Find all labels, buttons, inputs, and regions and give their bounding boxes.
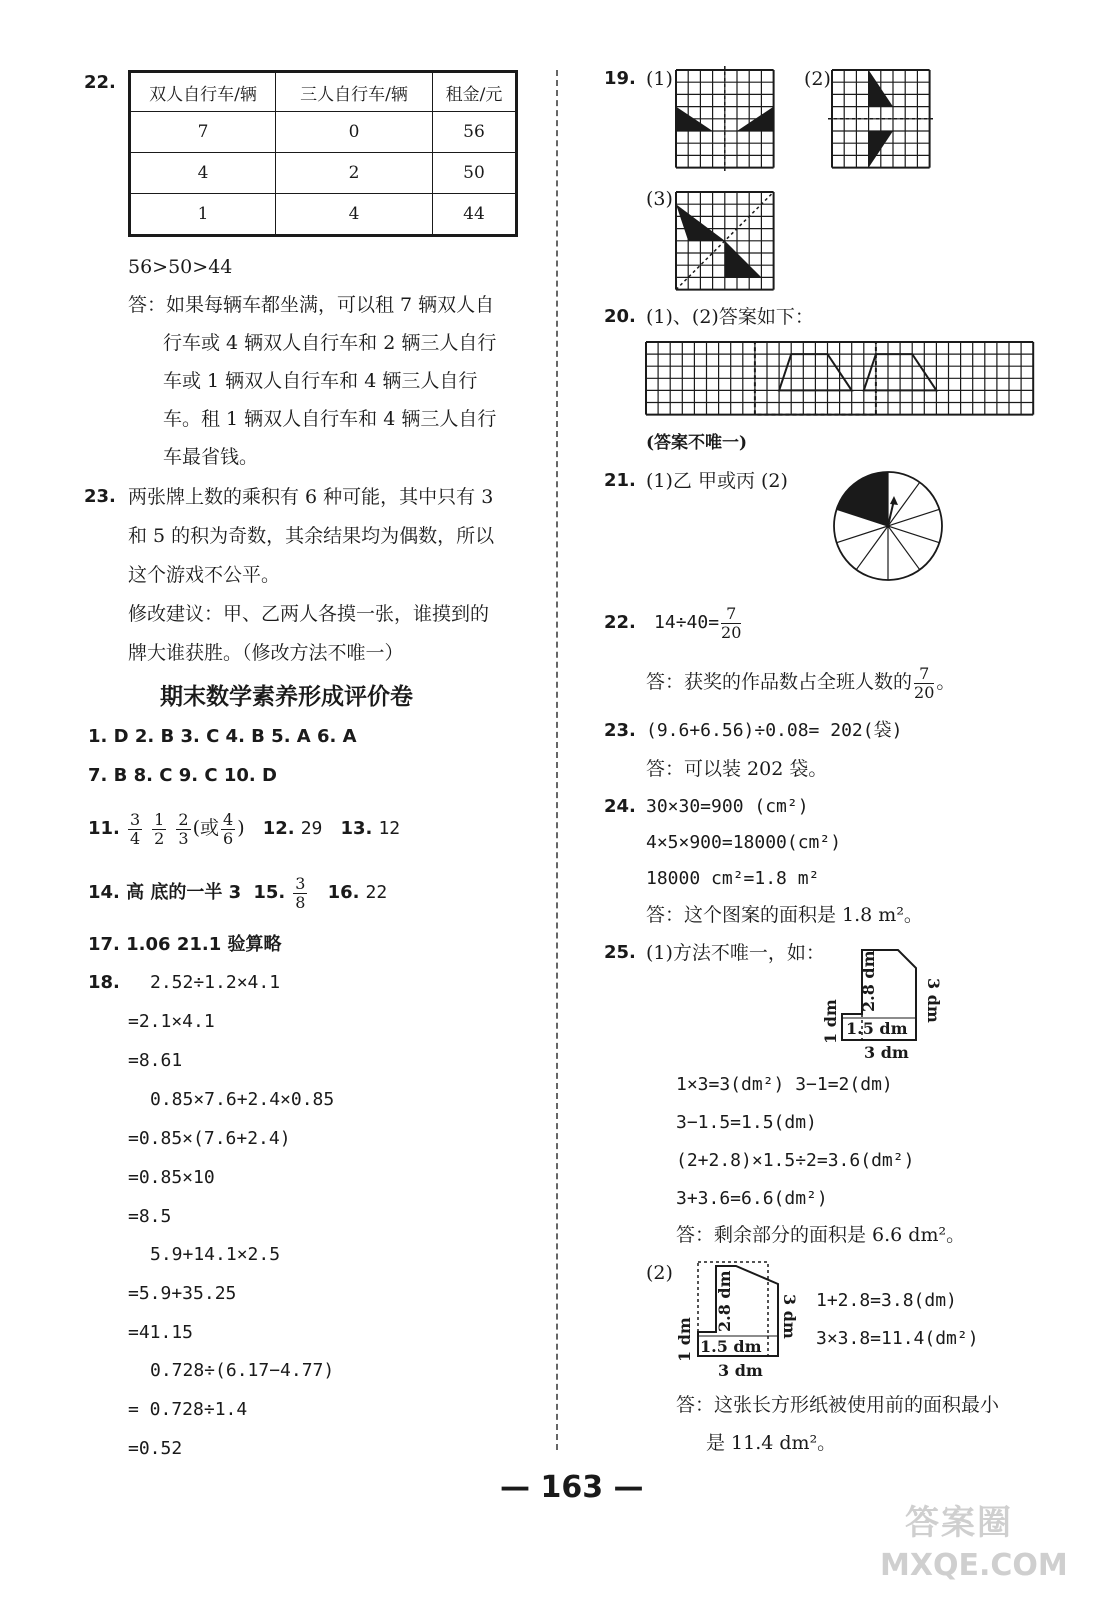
mc-answers-2: 7. B 8. C 9. C 10. D	[88, 765, 277, 786]
table-cell: 7	[130, 112, 276, 153]
q24-line: 4×5×900=18000(cm²)	[646, 832, 842, 853]
q19-part-1: (1)	[646, 68, 673, 90]
q13-number: 13.	[340, 818, 373, 839]
q23-line: 修改建议：甲、乙两人各摸一张，谁摸到的	[128, 603, 490, 625]
q17-row: 17. 1.06 21.1 验算略	[88, 934, 282, 955]
q23-line: 两张牌上数的乘积有 6 种可能，其中只有 3	[128, 486, 494, 508]
grid-figure-4	[646, 342, 1034, 414]
q24-line: 18000 cm²=1.8 m²	[646, 868, 820, 889]
calc-line: 0.85×7.6+2.4×0.85	[150, 1089, 335, 1110]
calc-line: 5.9+14.1×2.5	[150, 1244, 281, 1265]
table-cell: 0	[276, 112, 433, 153]
table-header: 三人自行车/辆	[276, 72, 433, 112]
mc-answers-1: 1. D 2. B 3. C 4. B 5. A 6. A	[88, 726, 357, 747]
table-cell: 2	[276, 153, 433, 194]
q23-line: 牌大谁获胜。（修改方法不唯一）	[128, 642, 404, 664]
q11-row: 11. $\frac{3}{4}$ $\frac{1}{2}$ $\frac{2}{3}$ (或 $\frac{4}{6}$ ) 12. 29 13. 12	[88, 809, 401, 848]
fraction: $\frac{3}{4}$	[129, 809, 141, 848]
fig1-label-3r: 3 dm	[924, 978, 943, 1023]
calc-line: = 0.728÷1.4	[128, 1399, 248, 1420]
spinner-wheel	[832, 470, 944, 582]
q22r-answer: 答：获奖的作品数占全班人数的 $\frac{7}{20}$ 。	[646, 663, 956, 702]
q25-line: (2+2.8)×1.5÷2=3.6(dm²)	[676, 1150, 915, 1171]
table-header: 双人自行车/辆	[130, 72, 276, 112]
table-row	[130, 112, 517, 153]
q23-number: 23.	[84, 486, 116, 507]
table-cell: 4	[276, 194, 433, 236]
fig1-label-3b: 3 dm	[864, 1043, 909, 1062]
table-header: 租金/元	[433, 72, 517, 112]
calc-line: 2.52÷1.2×4.1	[150, 972, 281, 993]
page-number: — 163 —	[500, 1470, 644, 1505]
q18-number: 18.	[88, 972, 120, 993]
q25-answer2: 是 11.4 dm²。	[706, 1432, 837, 1454]
q25-line2: 1+2.8=3.8(dm)	[816, 1290, 957, 1311]
q12-number: 12.	[262, 818, 295, 839]
q23r-number: 23.	[604, 720, 636, 741]
calc-line: =2.1×4.1	[128, 1011, 215, 1032]
calc-line: =8.61	[128, 1050, 183, 1071]
q22-number: 22.	[84, 72, 116, 93]
fig1-label-15: 1.5 dm	[846, 1019, 908, 1038]
calc-line: =5.9+35.25	[128, 1283, 237, 1304]
shaded-triangle	[725, 241, 762, 278]
q25-line: 1×3=3(dm²) 3−1=2(dm)	[676, 1074, 893, 1095]
q22-answer-line: 车。租 1 辆双人自行车和 4 辆三人自行	[163, 408, 497, 430]
q23r-answer: 答：可以装 202 袋。	[646, 758, 828, 780]
q23-line: 这个游戏不公平。	[128, 564, 281, 586]
q20-note: (答案不唯一)	[646, 433, 748, 453]
fig2-label-3r: 3 dm	[780, 1294, 799, 1339]
q25-line2: 3×3.8=11.4(dm²)	[816, 1328, 979, 1349]
q20-number: 20.	[604, 306, 636, 327]
q24-number: 24.	[604, 796, 636, 817]
q23-line: 和 5 的积为奇数，其余结果均为偶数，所以	[128, 525, 495, 547]
fig1-label-1: 1 dm	[821, 999, 840, 1044]
q14-row: 14. 高 底的一半 3 15. $\frac{3}{8}$ 16. 22	[88, 873, 388, 912]
fraction: $\frac{7}{20}$	[721, 603, 742, 642]
q24-line: 30×30=900 (cm²)	[646, 796, 809, 817]
grid-figure-3	[676, 192, 776, 290]
table-cell: 50	[433, 153, 517, 194]
q25-part1: (1)方法不唯一，如：	[646, 942, 825, 964]
table-cell: 4	[130, 153, 276, 194]
fig1-label-28: 2.8 dm	[859, 950, 878, 1012]
q25-line: 3+3.6=6.6(dm²)	[676, 1188, 828, 1209]
q19-number: 19.	[604, 68, 636, 89]
q22-compare: 56>50>44	[128, 256, 233, 278]
table-row	[130, 153, 517, 194]
table-cell: 44	[433, 194, 517, 236]
q23r-expr: (9.6+6.56)÷0.08= 202(袋)	[646, 720, 903, 741]
watermark-url: MXQE.COM	[880, 1548, 1068, 1583]
fraction: $\frac{4}{6}$	[223, 809, 234, 848]
q19-part-2: (2)	[804, 68, 831, 90]
calc-line: =8.5	[128, 1206, 172, 1227]
calc-line: =0.85×10	[128, 1167, 215, 1188]
section-title: 期末数学素养形成评价卷	[160, 684, 413, 710]
q25-part2: (2)	[646, 1262, 673, 1284]
fraction: $\frac{3}{8}$	[295, 873, 306, 912]
fig2-label-1: 1 dm	[675, 1317, 694, 1362]
q11-number: 11.	[88, 818, 120, 839]
q22-answer-line: 答：如果每辆车都坐满，可以租 7 辆双人自	[128, 294, 495, 316]
q21-number: 21.	[604, 470, 636, 491]
watermark-logo: 答案圈	[905, 1503, 1013, 1543]
q22r-row: 22. 14÷40= $\frac{7}{20}$	[604, 603, 742, 642]
calc-line: =0.85×(7.6+2.4)	[128, 1128, 291, 1149]
fraction: $\frac{7}{20}$	[914, 663, 935, 702]
q25-line: 3−1.5=1.5(dm)	[676, 1112, 817, 1133]
q22-answer-line: 车或 1 辆双人自行车和 4 辆三人自行	[163, 370, 478, 392]
grid-figure-2	[832, 70, 932, 168]
table-cell: 56	[433, 112, 517, 153]
calc-line: =41.15	[128, 1322, 194, 1343]
column-divider	[556, 70, 558, 1450]
q25-answer1: 答：剩余部分的面积是 6.6 dm²。	[676, 1224, 966, 1246]
q22-answer-line: 车最省钱。	[163, 446, 259, 468]
fig2-label-28: 2.8 dm	[715, 1270, 734, 1332]
rental-table	[128, 70, 518, 237]
q24-answer: 答：这个图案的面积是 1.8 m²。	[646, 904, 923, 926]
table-row	[130, 194, 517, 236]
fraction: $\frac{2}{3}$	[178, 809, 189, 848]
fraction: $\frac{1}{2}$	[154, 809, 165, 848]
q25-number: 25.	[604, 942, 636, 963]
q21-text: (1)乙 甲或丙 (2)	[646, 470, 788, 492]
fig2-label-15: 1.5 dm	[700, 1337, 762, 1356]
q22-answer-line: 行车或 4 辆双人自行车和 2 辆三人自行	[163, 332, 497, 354]
table-cell: 1	[130, 194, 276, 236]
calc-line: 0.728÷(6.17−4.77)	[150, 1360, 335, 1381]
q25-answer2: 答：这张长方形纸被使用前的面积最小	[676, 1394, 1000, 1416]
fig2-label-3b: 3 dm	[718, 1361, 763, 1380]
grid-figure-1	[676, 70, 776, 168]
q20-text: (1)、(2)答案如下：	[646, 306, 814, 328]
calc-line: =0.52	[128, 1438, 183, 1459]
q19-part-3: (3)	[646, 188, 673, 210]
